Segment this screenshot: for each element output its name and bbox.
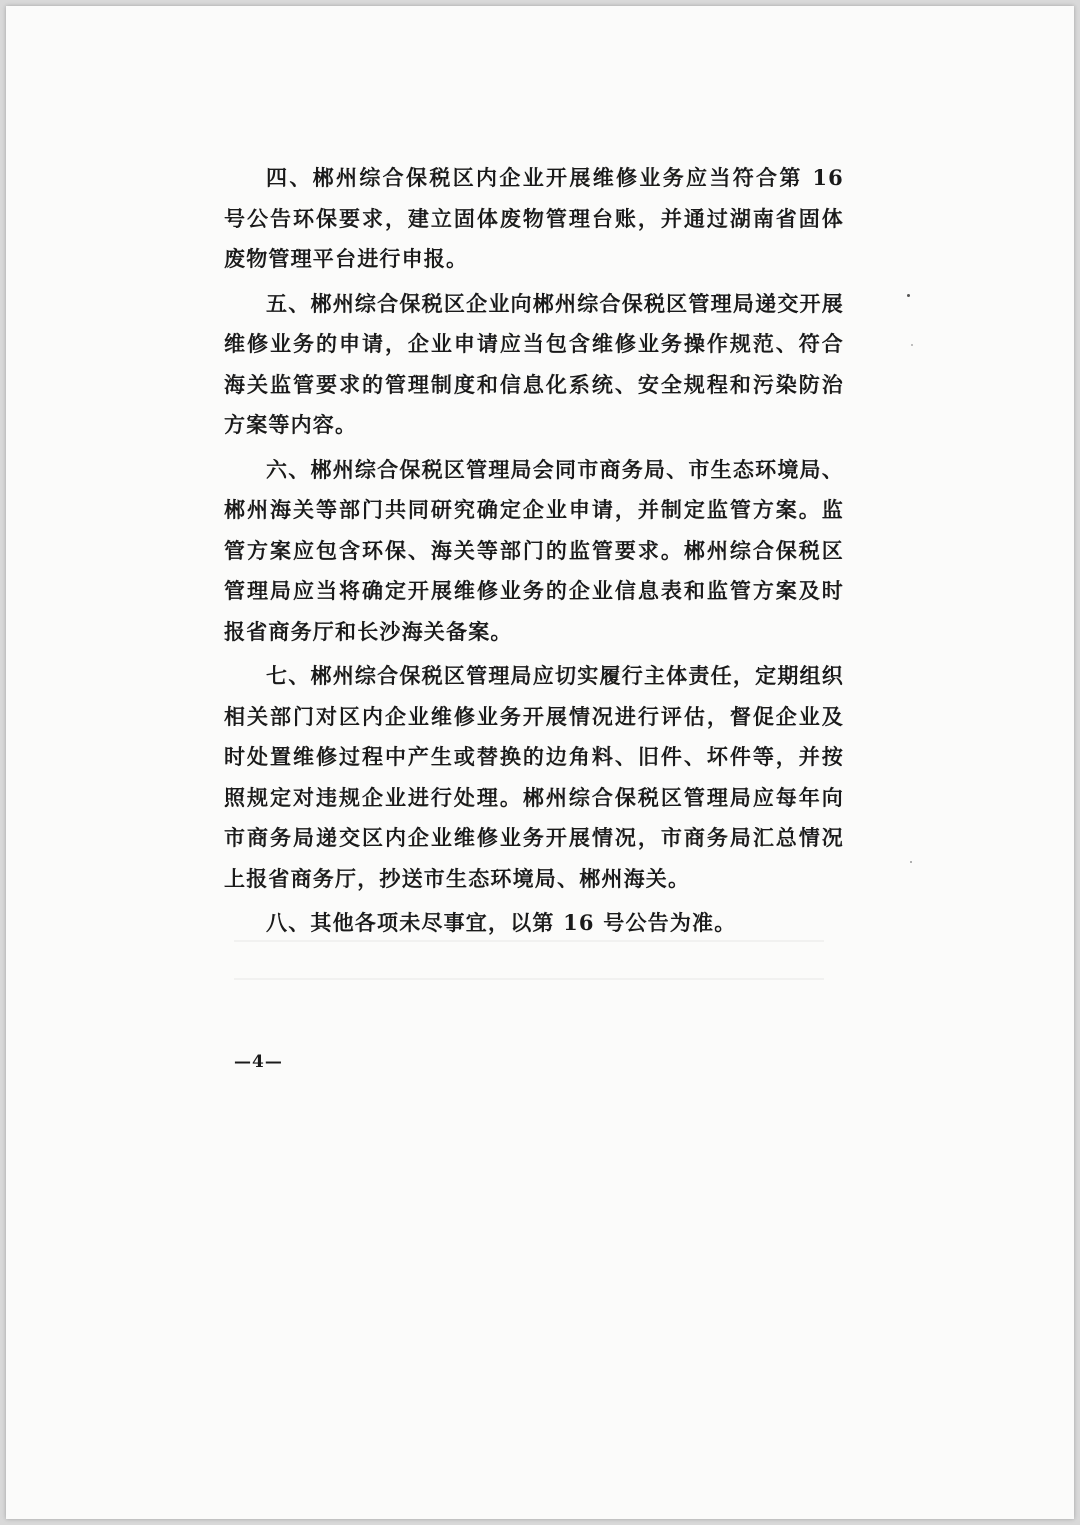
scan-speck — [910, 861, 912, 863]
document-body — [224, 158, 844, 948]
page-number: —4— — [234, 1052, 283, 1072]
scan-bleed-through — [234, 940, 824, 942]
document-page — [6, 6, 1074, 1519]
scan-speck — [911, 344, 913, 346]
paragraph-5: 五、郴州综合保税区企业向郴州综合保税区管理局递交开展维修业务的申请，企业申请应当包含维修业务操作规范、符合海关监管要求的管理制度和信息化系统、安全规程和污染防治方案等内容。 — [224, 290, 844, 437]
paragraph-6: 六、郴州综合保税区管理局会同市商务局、市生态环境局、郴州海关等部门共同研究确定企业申请，并制定监管方案。监管方案应包含环保、海关等部门的监管要求。郴州综合保税区管理局应当将确定开展维修业务的企业信息表和监管方案及时报省商务厅和长沙海关备案。 — [224, 456, 844, 644]
paragraph-7: 七、郴州综合保税区管理局应切实履行主体责任，定期组织相关部门对区内企业维修业务开展情况进行评估，督促企业及时处置维修过程中产生或替换的边角料、旧件、坏件等，并按照规定对违规企业进行处理。郴州综合保税区管理局应每年向市商务局递交区内企业维修业务开展情况，市商务局汇总情况上报省商务厅，抄送市生态环境局、郴州海关。 — [224, 663, 844, 891]
paragraph-4: 四、郴州综合保税区内企业开展维修业务应当符合第 16 号公告环保要求，建立固体废物管理台账，并通过湖南省固体废物管理平台进行申报。 — [224, 165, 844, 271]
paragraph-8: 八、其他各项未尽事宜，以第 16 号公告为准。 — [266, 910, 737, 935]
scan-bleed-through — [234, 978, 824, 980]
scan-speck — [907, 294, 910, 297]
